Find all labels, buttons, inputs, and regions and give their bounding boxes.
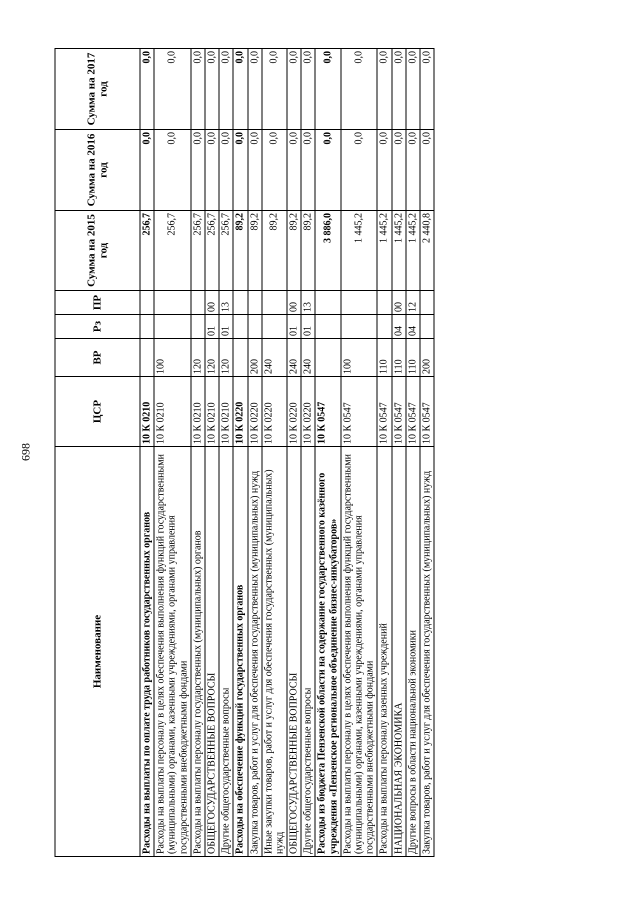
cell-rz: 04 — [392, 314, 406, 338]
cell-csr: 10 К 0220 — [301, 376, 315, 446]
cell-vr: 240 — [301, 338, 315, 376]
header-csr: ЦСР — [55, 376, 140, 446]
cell-vr: 240 — [287, 338, 301, 376]
page-number: 698 — [18, 443, 33, 461]
header-sum-2015: Сумма на 2015 год — [55, 210, 140, 290]
cell-sum-2015: 256,7 — [205, 210, 219, 290]
cell-sum-2015: 256,7 — [154, 210, 191, 290]
cell-sum-2017: 0,0 — [341, 48, 378, 129]
cell-sum-2015: 1 445,2 — [377, 210, 391, 290]
table-row — [301, 48, 315, 856]
cell-sum-2016: 0,0 — [205, 129, 219, 210]
cell-sum-2017: 0,0 — [219, 48, 233, 129]
cell-sum-2016: 0,0 — [262, 129, 287, 210]
cell-sum-2017: 0,0 — [248, 48, 262, 129]
cell-csr: 10 К 0210 — [219, 376, 233, 446]
cell-name: Другие общегосударственные вопросы — [219, 446, 233, 856]
cell-pr — [233, 290, 247, 314]
cell-sum-2016: 0,0 — [392, 129, 406, 210]
cell-name: Расходы на выплаты персоналу государственных (муниципальных) органов — [191, 446, 205, 856]
cell-pr — [315, 290, 340, 314]
table-row — [154, 48, 191, 856]
header-sum-2016: Сумма на 2016 год — [55, 129, 140, 210]
cell-rz — [154, 314, 191, 338]
table-row — [219, 48, 233, 856]
cell-name: Другие вопросы в области национальной экономики — [406, 446, 420, 856]
cell-csr: 10 К 0547 — [315, 376, 340, 446]
cell-sum-2017: 0,0 — [406, 48, 420, 129]
table-row — [406, 48, 420, 856]
cell-sum-2017: 0,0 — [315, 48, 340, 129]
cell-sum-2015: 89,2 — [301, 210, 315, 290]
cell-rz — [248, 314, 262, 338]
table-row — [205, 48, 219, 856]
table-row — [392, 48, 406, 856]
cell-pr: 13 — [219, 290, 233, 314]
cell-pr — [154, 290, 191, 314]
cell-name: Закупка товаров, работ и услуг для обеспечения государственных (муниципальных) нужд — [248, 446, 262, 856]
cell-rz — [315, 314, 340, 338]
cell-sum-2017: 0,0 — [420, 48, 434, 129]
cell-name: Закупка товаров, работ и услуг для обеспечения государственных (муниципальных) нужд — [420, 446, 434, 856]
cell-sum-2016: 0,0 — [140, 129, 154, 210]
cell-sum-2017: 0,0 — [140, 48, 154, 129]
cell-sum-2015: 1 445,2 — [406, 210, 420, 290]
cell-pr — [191, 290, 205, 314]
cell-pr — [140, 290, 154, 314]
cell-rz — [191, 314, 205, 338]
table-row — [420, 48, 434, 856]
rotated-page — [55, 49, 586, 857]
cell-sum-2015: 256,7 — [191, 210, 205, 290]
cell-sum-2017: 0,0 — [287, 48, 301, 129]
cell-vr: 120 — [205, 338, 219, 376]
cell-rz: 01 — [287, 314, 301, 338]
cell-sum-2015: 89,2 — [262, 210, 287, 290]
cell-sum-2016: 0,0 — [233, 129, 247, 210]
cell-vr: 120 — [191, 338, 205, 376]
cell-rz: 01 — [219, 314, 233, 338]
table-row — [341, 48, 378, 856]
cell-sum-2016: 0,0 — [154, 129, 191, 210]
cell-rz — [377, 314, 391, 338]
cell-csr: 10 К 0210 — [205, 376, 219, 446]
table-header-row — [55, 48, 140, 856]
cell-vr: 100 — [154, 338, 191, 376]
cell-sum-2016: 0,0 — [341, 129, 378, 210]
header-vr: ВР — [55, 338, 140, 376]
table-row — [191, 48, 205, 856]
cell-pr — [377, 290, 391, 314]
cell-sum-2016: 0,0 — [406, 129, 420, 210]
cell-pr — [420, 290, 434, 314]
cell-name: НАЦИОНАЛЬНАЯ ЭКОНОМИКА — [392, 446, 406, 856]
cell-rz: 01 — [205, 314, 219, 338]
table-row — [248, 48, 262, 856]
cell-sum-2015: 89,2 — [248, 210, 262, 290]
cell-sum-2017: 0,0 — [205, 48, 219, 129]
cell-rz — [262, 314, 287, 338]
cell-name: ОБЩЕГОСУДАРСТВЕННЫЕ ВОПРОСЫ — [287, 446, 301, 856]
cell-csr: 10 К 0547 — [392, 376, 406, 446]
cell-rz — [140, 314, 154, 338]
cell-sum-2016: 0,0 — [315, 129, 340, 210]
table-row — [140, 48, 154, 856]
cell-csr: 10 К 0220 — [262, 376, 287, 446]
table-row — [233, 48, 247, 856]
cell-pr: 13 — [301, 290, 315, 314]
cell-csr: 10 К 0210 — [191, 376, 205, 446]
cell-csr: 10 К 0547 — [341, 376, 378, 446]
budget-table — [55, 48, 435, 857]
cell-vr: 200 — [420, 338, 434, 376]
cell-csr: 10 К 0220 — [248, 376, 262, 446]
header-name: Наименование — [55, 446, 140, 856]
cell-sum-2015: 1 445,2 — [341, 210, 378, 290]
cell-vr: 110 — [406, 338, 420, 376]
cell-vr — [233, 338, 247, 376]
cell-csr: 10 К 0220 — [233, 376, 247, 446]
cell-sum-2015: 89,2 — [287, 210, 301, 290]
cell-rz — [341, 314, 378, 338]
cell-vr: 110 — [392, 338, 406, 376]
header-sum-2017: Сумма на 2017 год — [55, 48, 140, 129]
cell-sum-2016: 0,0 — [287, 129, 301, 210]
cell-sum-2015: 256,7 — [219, 210, 233, 290]
cell-sum-2017: 0,0 — [262, 48, 287, 129]
cell-name: Расходы из бюджета Пензенской области на содержание государственного казённого учреждения «Пензенское региональное объединение бизнес-инкубаторов» — [315, 446, 340, 856]
table-row — [377, 48, 391, 856]
cell-vr: 200 — [248, 338, 262, 376]
cell-sum-2016: 0,0 — [301, 129, 315, 210]
cell-sum-2015: 2 440,8 — [420, 210, 434, 290]
cell-sum-2016: 0,0 — [377, 129, 391, 210]
cell-name: Расходы на выплаты персоналу в целях обеспечения выполнения функций государственными (муниципальными) органами, казенными учреждениями, органами управления государственными внебюджетными фондами — [154, 446, 191, 856]
cell-name: ОБЩЕГОСУДАРСТВЕННЫЕ ВОПРОСЫ — [205, 446, 219, 856]
cell-vr: 120 — [219, 338, 233, 376]
cell-rz: 01 — [301, 314, 315, 338]
cell-sum-2015: 89,2 — [233, 210, 247, 290]
cell-vr: 100 — [341, 338, 378, 376]
cell-rz: 04 — [406, 314, 420, 338]
cell-pr: 00 — [287, 290, 301, 314]
cell-csr: 10 К 0547 — [406, 376, 420, 446]
cell-csr: 10 К 0210 — [140, 376, 154, 446]
cell-sum-2017: 0,0 — [154, 48, 191, 129]
table-row — [287, 48, 301, 856]
cell-pr: 00 — [392, 290, 406, 314]
cell-sum-2016: 0,0 — [219, 129, 233, 210]
cell-sum-2017: 0,0 — [301, 48, 315, 129]
cell-rz — [420, 314, 434, 338]
cell-vr: 110 — [377, 338, 391, 376]
cell-pr — [341, 290, 378, 314]
cell-csr: 10 К 0547 — [420, 376, 434, 446]
header-rz: Рз — [55, 314, 140, 338]
cell-vr — [140, 338, 154, 376]
cell-pr — [248, 290, 262, 314]
table-row — [315, 48, 340, 856]
cell-csr: 10 К 0210 — [154, 376, 191, 446]
cell-sum-2016: 0,0 — [248, 129, 262, 210]
cell-sum-2015: 256,7 — [140, 210, 154, 290]
cell-name: Расходы на выплаты персоналу казенных учреждений — [377, 446, 391, 856]
cell-pr: 00 — [205, 290, 219, 314]
cell-sum-2017: 0,0 — [233, 48, 247, 129]
cell-vr — [315, 338, 340, 376]
cell-name: Расходы на выплаты по оплате труда работников государственных органов — [140, 446, 154, 856]
cell-name: Другие общегосударственные вопросы — [301, 446, 315, 856]
cell-sum-2016: 0,0 — [191, 129, 205, 210]
table-row — [262, 48, 287, 856]
cell-rz — [233, 314, 247, 338]
header-pr: ПР — [55, 290, 140, 314]
table-body — [140, 48, 434, 856]
cell-csr: 10 К 0220 — [287, 376, 301, 446]
cell-sum-2017: 0,0 — [392, 48, 406, 129]
cell-vr: 240 — [262, 338, 287, 376]
cell-name: Расходы на обеспечение функций государственных органов — [233, 446, 247, 856]
cell-sum-2017: 0,0 — [377, 48, 391, 129]
cell-csr: 10 К 0547 — [377, 376, 391, 446]
cell-sum-2015: 3 886,0 — [315, 210, 340, 290]
cell-sum-2016: 0,0 — [420, 129, 434, 210]
cell-pr — [262, 290, 287, 314]
cell-pr: 12 — [406, 290, 420, 314]
cell-name: Расходы на выплаты персоналу в целях обеспечения выполнения функций государственными (муниципальными) органами, казенными учреждениями, органами управления государственными внебюджетными фондами — [341, 446, 378, 856]
cell-name: Иные закупки товаров, работ и услуг для обеспечения государственных (муниципальных) нужд — [262, 446, 287, 856]
cell-sum-2015: 1 445,2 — [392, 210, 406, 290]
cell-sum-2017: 0,0 — [191, 48, 205, 129]
